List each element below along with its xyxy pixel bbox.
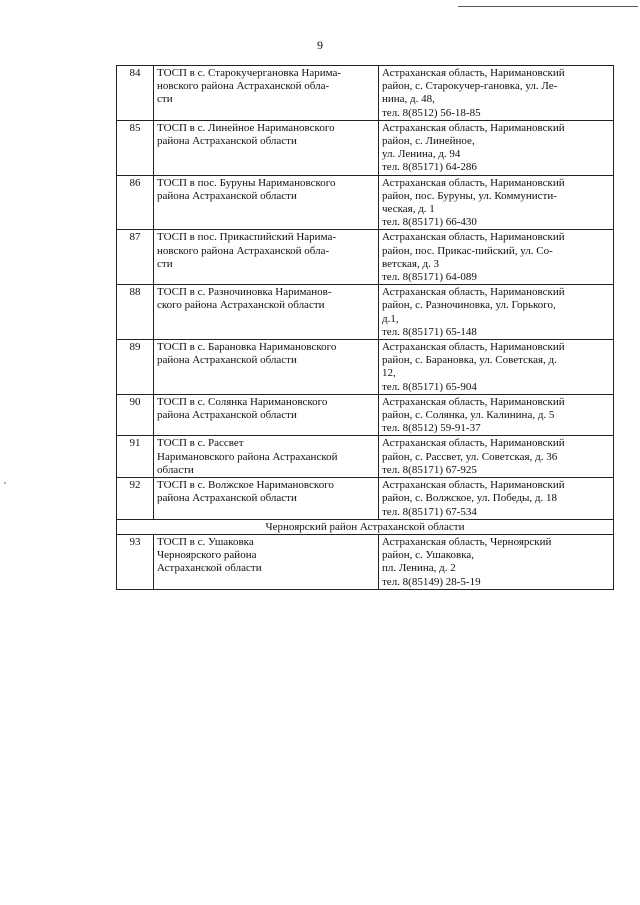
row-number: 84 bbox=[117, 66, 154, 121]
office-address-line: тел. 8(8512) 59-91-37 bbox=[382, 422, 481, 435]
office-name bbox=[154, 340, 379, 395]
office-address-line: район, с. Волжское, ул. Победы, д. 18 bbox=[382, 492, 558, 505]
office-address-line: Астраханская область, Наримановский bbox=[382, 67, 565, 79]
office-address bbox=[379, 534, 614, 589]
office-address bbox=[379, 175, 614, 230]
office-name bbox=[154, 120, 379, 175]
row-number: 87 bbox=[117, 230, 154, 285]
office-name bbox=[154, 436, 379, 478]
office-address-line: район, с. Ушаковка, bbox=[382, 549, 475, 562]
office-address-line: Астраханская область, Наримановский bbox=[382, 341, 565, 354]
office-name-line: новского района Астраханской обла- bbox=[157, 80, 330, 93]
office-name-line: ТОСП в с. Разночиновка Нариманов- bbox=[157, 286, 332, 299]
office-name bbox=[154, 478, 379, 520]
office-address-line: Астраханская область, Наримановский bbox=[382, 395, 565, 408]
office-name-line: Черноярского района bbox=[157, 549, 257, 562]
office-name-line: ТОСП в с. Линейное Наримановского bbox=[157, 121, 335, 134]
office-address bbox=[379, 230, 614, 285]
table-row bbox=[117, 230, 614, 285]
scan-speck bbox=[4, 482, 6, 484]
office-address bbox=[379, 478, 614, 520]
office-name-line: ТОСП в с. Рассвет bbox=[157, 437, 244, 450]
office-name-line: района Астраханской области bbox=[157, 135, 297, 148]
row-number: 90 bbox=[117, 394, 154, 436]
office-address bbox=[379, 394, 614, 436]
office-address-line: Астраханская область, Наримановский bbox=[382, 286, 565, 299]
office-address-line: район, пос. Прикас-пийский, ул. Со- bbox=[382, 244, 553, 257]
office-address bbox=[379, 66, 614, 121]
row-number: 89 bbox=[117, 340, 154, 395]
table-row bbox=[117, 534, 614, 589]
office-name-line: сти bbox=[157, 93, 173, 106]
office-address bbox=[379, 120, 614, 175]
office-address bbox=[379, 340, 614, 395]
office-name-line: ского района Астраханской области bbox=[157, 299, 325, 312]
office-name-line: области bbox=[157, 463, 194, 476]
office-address-line: тел. 8(85171) 64-286 bbox=[382, 161, 477, 174]
office-address-line: тел. 8(8512) 56-18-85 bbox=[382, 106, 481, 119]
office-address-line: район, с. Старокучер-гановка, ул. Ле- bbox=[382, 80, 558, 93]
office-address-line: тел. 8(85171) 64-089 bbox=[382, 271, 477, 284]
table-row bbox=[117, 478, 614, 520]
office-address-line: тел. 8(85171) 65-148 bbox=[382, 325, 477, 338]
office-address-line: Астраханская область, Наримановский bbox=[382, 121, 565, 134]
office-name-line: сти bbox=[157, 257, 173, 270]
row-number: 92 bbox=[117, 478, 154, 520]
row-number: 85 bbox=[117, 120, 154, 175]
office-name bbox=[154, 66, 379, 121]
office-address-line: район, с. Разночиновка, ул. Горького, bbox=[382, 299, 556, 312]
offices-table-body bbox=[117, 66, 614, 590]
table-row bbox=[117, 436, 614, 478]
office-name bbox=[154, 285, 379, 340]
office-address-line: Астраханская область, Черноярский bbox=[382, 535, 552, 548]
section-row bbox=[117, 519, 614, 534]
office-address-line: Астраханская область, Наримановский bbox=[382, 479, 565, 492]
page-number: 9 bbox=[317, 38, 323, 52]
office-name-line: района Астраханской области bbox=[157, 492, 297, 505]
office-address-line: район, с. Солянка, ул. Калинина, д. 5 bbox=[382, 409, 555, 422]
office-address-line: нина, д. 48, bbox=[382, 93, 435, 106]
office-address-line: тел. 8(85171) 65-904 bbox=[382, 380, 477, 393]
row-number: 91 bbox=[117, 436, 154, 478]
top-rule bbox=[458, 6, 638, 7]
row-number: 86 bbox=[117, 175, 154, 230]
row-number: 93 bbox=[117, 534, 154, 589]
office-name-line: ТОСП в пос. Прикаспийский Нарима- bbox=[157, 231, 336, 244]
table-row bbox=[117, 175, 614, 230]
table-row bbox=[117, 340, 614, 395]
office-address-line: район, с. Рассвет, ул. Советская, д. 36 bbox=[382, 450, 558, 463]
office-name-line: ТОСП в с. Волжское Наримановского bbox=[157, 479, 334, 492]
office-name-line: района Астраханской области bbox=[157, 189, 297, 202]
office-name-line: района Астраханской области bbox=[157, 409, 297, 422]
office-address bbox=[379, 436, 614, 478]
table-row bbox=[117, 120, 614, 175]
office-address-line: тел. 8(85171) 67-925 bbox=[382, 463, 477, 476]
office-address-line: тел. 8(85149) 28-5-19 bbox=[382, 575, 481, 588]
row-number: 88 bbox=[117, 285, 154, 340]
office-address-line: ул. Ленина, д. 94 bbox=[382, 148, 461, 161]
office-name-line: ТОСП в с. Ушаковка bbox=[157, 535, 254, 548]
office-name-line: района Астраханской области bbox=[157, 354, 297, 367]
office-name bbox=[154, 394, 379, 436]
office-address-line: Астраханская область, Наримановский bbox=[382, 437, 565, 450]
office-address-line: тел. 8(85171) 67-534 bbox=[382, 505, 477, 518]
table-row bbox=[117, 66, 614, 121]
office-name bbox=[154, 175, 379, 230]
office-address-line: Астраханская область, Наримановский bbox=[382, 176, 565, 189]
office-name bbox=[154, 230, 379, 285]
table-row bbox=[117, 394, 614, 436]
office-address bbox=[379, 285, 614, 340]
office-name-line: ТОСП в пос. Буруны Наримановского bbox=[157, 176, 336, 189]
office-address-line: Астраханская область, Наримановский bbox=[382, 231, 565, 244]
office-name-line: ТОСП в с. Старокучергановка Нарима- bbox=[157, 67, 342, 79]
office-address-line: 12, bbox=[382, 367, 396, 380]
office-address-line: тел. 8(85171) 66-430 bbox=[382, 216, 477, 229]
office-name-line: ТОСП в с. Барановка Наримановского bbox=[157, 341, 337, 354]
office-address-line: район, с. Линейное, bbox=[382, 135, 475, 148]
office-name bbox=[154, 534, 379, 589]
office-address-line: пл. Ленина, д. 2 bbox=[382, 562, 456, 575]
table-row bbox=[117, 285, 614, 340]
offices-table bbox=[116, 65, 614, 590]
office-name-line: Наримановского района Астраханской bbox=[157, 450, 338, 463]
office-name-line: новского района Астраханской обла- bbox=[157, 244, 330, 257]
office-address-line: район, с. Барановка, ул. Советская, д. bbox=[382, 354, 557, 367]
office-address-line: д.1, bbox=[382, 312, 399, 325]
office-name-line: ТОСП в с. Солянка Наримановского bbox=[157, 395, 328, 408]
section-heading: Черноярский район Астраханской области bbox=[117, 519, 614, 534]
office-name-line: Астраханской области bbox=[157, 562, 262, 575]
office-address-line: район, пос. Буруны, ул. Коммунисти- bbox=[382, 189, 557, 202]
office-address-line: ветская, д. 3 bbox=[382, 257, 440, 270]
office-address-line: ческая, д. 1 bbox=[382, 203, 435, 216]
